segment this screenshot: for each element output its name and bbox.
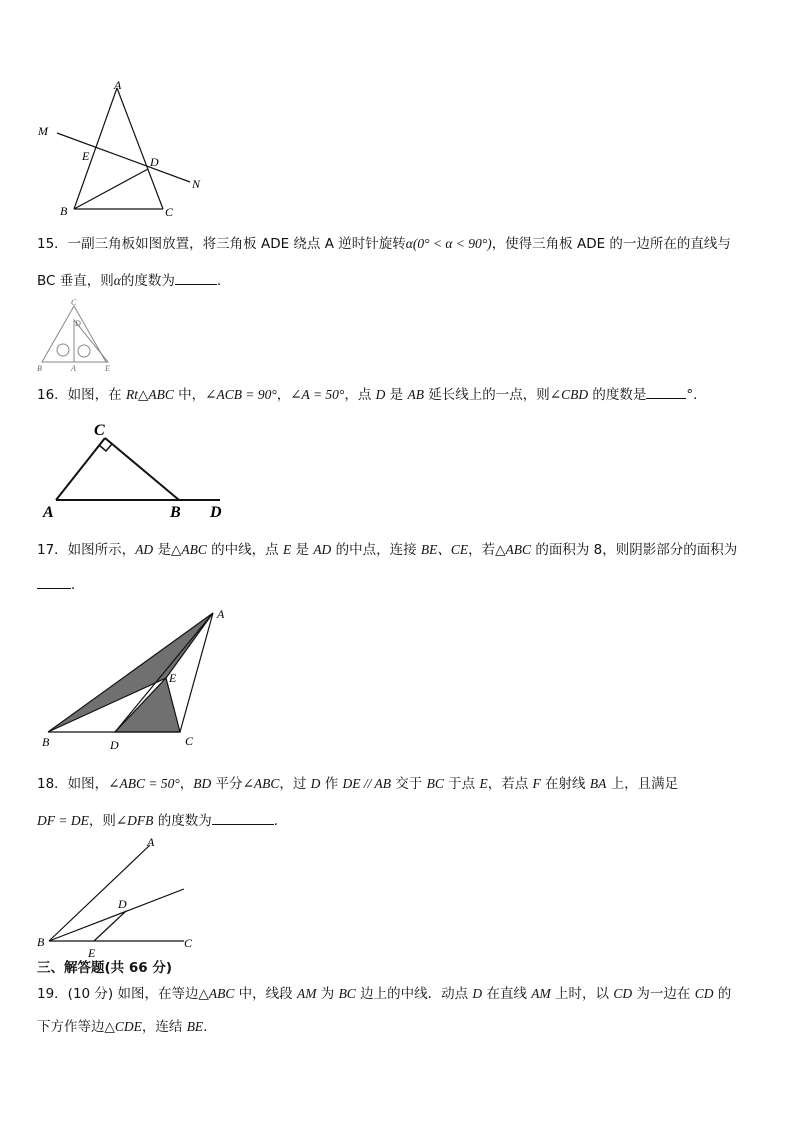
answer-blank-q17[interactable] [37, 574, 71, 589]
figure-q15 [34, 296, 124, 374]
segment-cb [105, 438, 179, 500]
label-b: B [37, 364, 42, 373]
label-e: E [82, 149, 90, 163]
label-d: D [150, 155, 159, 169]
label-c: C [165, 205, 174, 219]
label-m: M [38, 124, 48, 138]
ray-ba [49, 845, 150, 941]
label-b: B [37, 935, 45, 949]
segment-bd [74, 169, 148, 209]
label-c: C [94, 422, 105, 439]
shaded-triangle-abe [48, 613, 213, 732]
figure-q18 [34, 833, 204, 963]
answer-blank-q16[interactable] [646, 384, 686, 399]
label-e: E [105, 364, 110, 373]
label-d: D [110, 738, 119, 752]
segment-ac [117, 88, 163, 209]
label-a: A [147, 835, 155, 849]
figure-q17 [36, 605, 236, 755]
q17-line1: 17．如图所示，AD 是△ABC 的中线，点 E 是 AD 的中点，连接 BE、CE，若△ABC 的面积为 8，则阴影部分的面积为 [37, 542, 738, 558]
q17-line2: ． [37, 574, 85, 595]
segment-de [94, 911, 126, 941]
answer-blank-q18[interactable] [212, 810, 274, 825]
label-c: C [184, 936, 193, 950]
answer-blank-q15[interactable] [175, 270, 217, 285]
q15-line1: 15．一副三角板如图放置，将三角板 ADE 绕点 A 逆时针旋转α(0° < α < 90°)，使得三角板 ADE 的一边所在的直线与 [37, 236, 731, 252]
label-n: N [192, 177, 201, 191]
label-b: B [60, 204, 68, 218]
label-a: A [114, 78, 122, 92]
q19-line1: 19．(10 分) 如图，在等边△ABC 中，线段 AM 为 BC 边上的中线．动点 D 在直线 AM 上时，以 CD 为一边在 CD 的 [37, 986, 732, 1002]
label-a: A [217, 607, 225, 621]
label-c: C [185, 734, 194, 748]
label-d: D [75, 319, 81, 328]
section-heading: 三、解答题(共 66 分) [37, 960, 173, 976]
ray-bd [49, 889, 184, 941]
segment-ab [74, 88, 117, 209]
figure-q16 [38, 418, 238, 520]
segment-ac [56, 438, 105, 500]
label-b: B [42, 735, 50, 749]
q19-line2: 下方作等边△CDE，连结 BE． [37, 1019, 217, 1035]
line-mn [57, 133, 190, 182]
q18-line2: DF = DE，则∠DFB 的度数为 ． [37, 810, 287, 831]
right-angle-mark [99, 444, 112, 451]
label-e: E [169, 671, 177, 685]
q15-line2: BC 垂直，则α的度数为 . [37, 270, 221, 291]
label-a: A [71, 364, 76, 373]
label-c: C [71, 298, 77, 307]
q18-line1: 18．如图，∠ABC = 50°，BD 平分∠ABC，过 D 作 DE // AB 交于 BC 于点 E，若点 F 在射线 BA 上，且满足 [37, 776, 679, 792]
label-d: D [118, 897, 127, 911]
hole-circle-1 [57, 344, 69, 356]
label-e: E [88, 946, 96, 960]
label-b: B [170, 504, 181, 520]
hole-circle-2 [78, 345, 90, 357]
q16-line: 16．如图，在 Rt△ABC 中，∠ACB = 90°，∠A = 50°，点 D 是 AB 延长线上的一点，则∠CBD 的度数是 °． [37, 384, 707, 405]
figure-q14 [30, 78, 220, 223]
label-a: A [43, 504, 54, 520]
label-d: D [210, 504, 222, 520]
